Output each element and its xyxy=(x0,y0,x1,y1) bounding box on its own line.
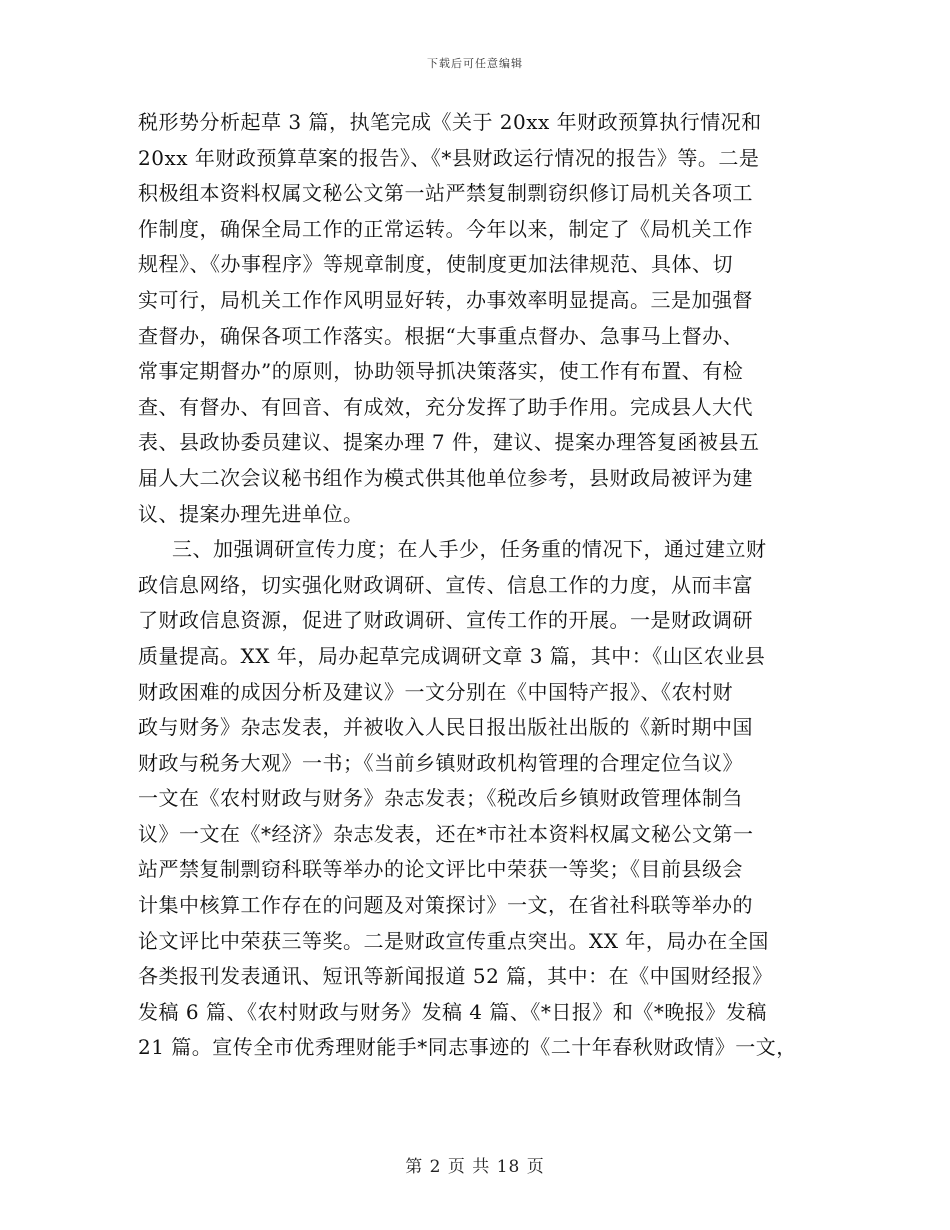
text-line: 各类报刊发表通讯、短讯等新闻报道 52 篇，其中：在《中国财经报》 xyxy=(138,964,773,989)
text-line: 政信息网络，切实强化财政调研、宣传、信息工作的力度，从而丰富 xyxy=(138,572,753,597)
text-line: 议》一文在《*经济》杂志发表，还在*市社本资料权属文秘公文第一 xyxy=(138,821,754,846)
text-line: 实可行，局机关工作作风明显好转，办事效率明显提高。三是加强督 xyxy=(138,287,753,312)
text-line: 常事定期督办”的原则，协助领导抓决策落实，使工作有布置、有检 xyxy=(138,359,744,384)
text-line: 财政困难的成因分析及建议》一文分别在《中国特产报》、《农村财 xyxy=(138,679,733,704)
text-line: 站严禁复制剽窃科联等举办的论文评比中荣获一等奖；《目前县级会 xyxy=(138,857,743,882)
text-line: 表、县政协委员建议、提案办理 7 件，建议、提案办理答复函被县五 xyxy=(138,430,760,455)
text-line: 发稿 6 篇、《农村财政与财务》发稿 4 篇、《*日报》和《*晚报》发稿 xyxy=(138,999,767,1024)
text-line: 积极组本资料权属文秘公文第一站严禁复制剽窃织修订局机关各项工 xyxy=(138,181,753,206)
text-line: 了财政信息资源，促进了财政调研、宣传工作的开展。一是财政调研 xyxy=(138,608,753,633)
text-line: 查、有督办、有回音、有成效，充分发挥了助手作用。完成县人大代 xyxy=(138,394,753,419)
page-header: 下载后可任意编辑 xyxy=(427,57,523,70)
text-line: 政与财务》杂志发表，并被收入人民日报出版社出版的《新时期中国 xyxy=(138,715,753,740)
text-line: 一文在《农村财政与财务》杂志发表；《税改后乡镇财政管理体制刍 xyxy=(138,786,743,811)
text-line: 税形势分析起草 3 篇，执笔完成《关于 20xx 年财政预算执行情况和 xyxy=(138,110,762,134)
text-line: 查督办，确保各项工作落实。根据“大事重点督办、急事马上督办、 xyxy=(138,323,744,348)
text-line: 计集中核算工作存在的问题及对策探讨》一文，在省社科联等举办的 xyxy=(138,893,753,918)
text-line: 21 篇。宣传全市优秀理财能手*同志事迹的《二十年春秋财政情》一文， xyxy=(138,1035,797,1060)
page-number-footer: 第 2 页 共 18 页 xyxy=(405,1157,545,1177)
text-line: 20xx 年财政预算草案的报告》、《*县财政运行情况的报告》等。二是 xyxy=(138,145,760,170)
text-line: 届人大二次会议秘书组作为模式供其他单位参考，县财政局被评为建 xyxy=(138,465,753,490)
text-line: 质量提高。XX 年，局办起草完成调研文章 3 篇，其中：《山区农业县 xyxy=(138,643,766,668)
text-line: 议、提案办理先进单位。 xyxy=(138,501,364,526)
text-line: 论文评比中荣获三等奖。二是财政宣传重点突出。XX 年，局办在全国 xyxy=(138,928,769,953)
text-line: 财政与税务大观》一书；《当前乡镇财政机构管理的合理定位刍议》 xyxy=(138,750,743,775)
document-body xyxy=(138,105,828,1066)
text-line: 规程》、《办事程序》等规章制度，使制度更加法律规范、具体、切 xyxy=(138,252,733,277)
paragraph-start-line: 三、加强调研宣传力度；在人手少，任务重的情况下，通过建立财 xyxy=(172,537,767,562)
text-line: 作制度，确保全局工作的正常运转。今年以来，制定了《局机关工作 xyxy=(138,216,753,241)
